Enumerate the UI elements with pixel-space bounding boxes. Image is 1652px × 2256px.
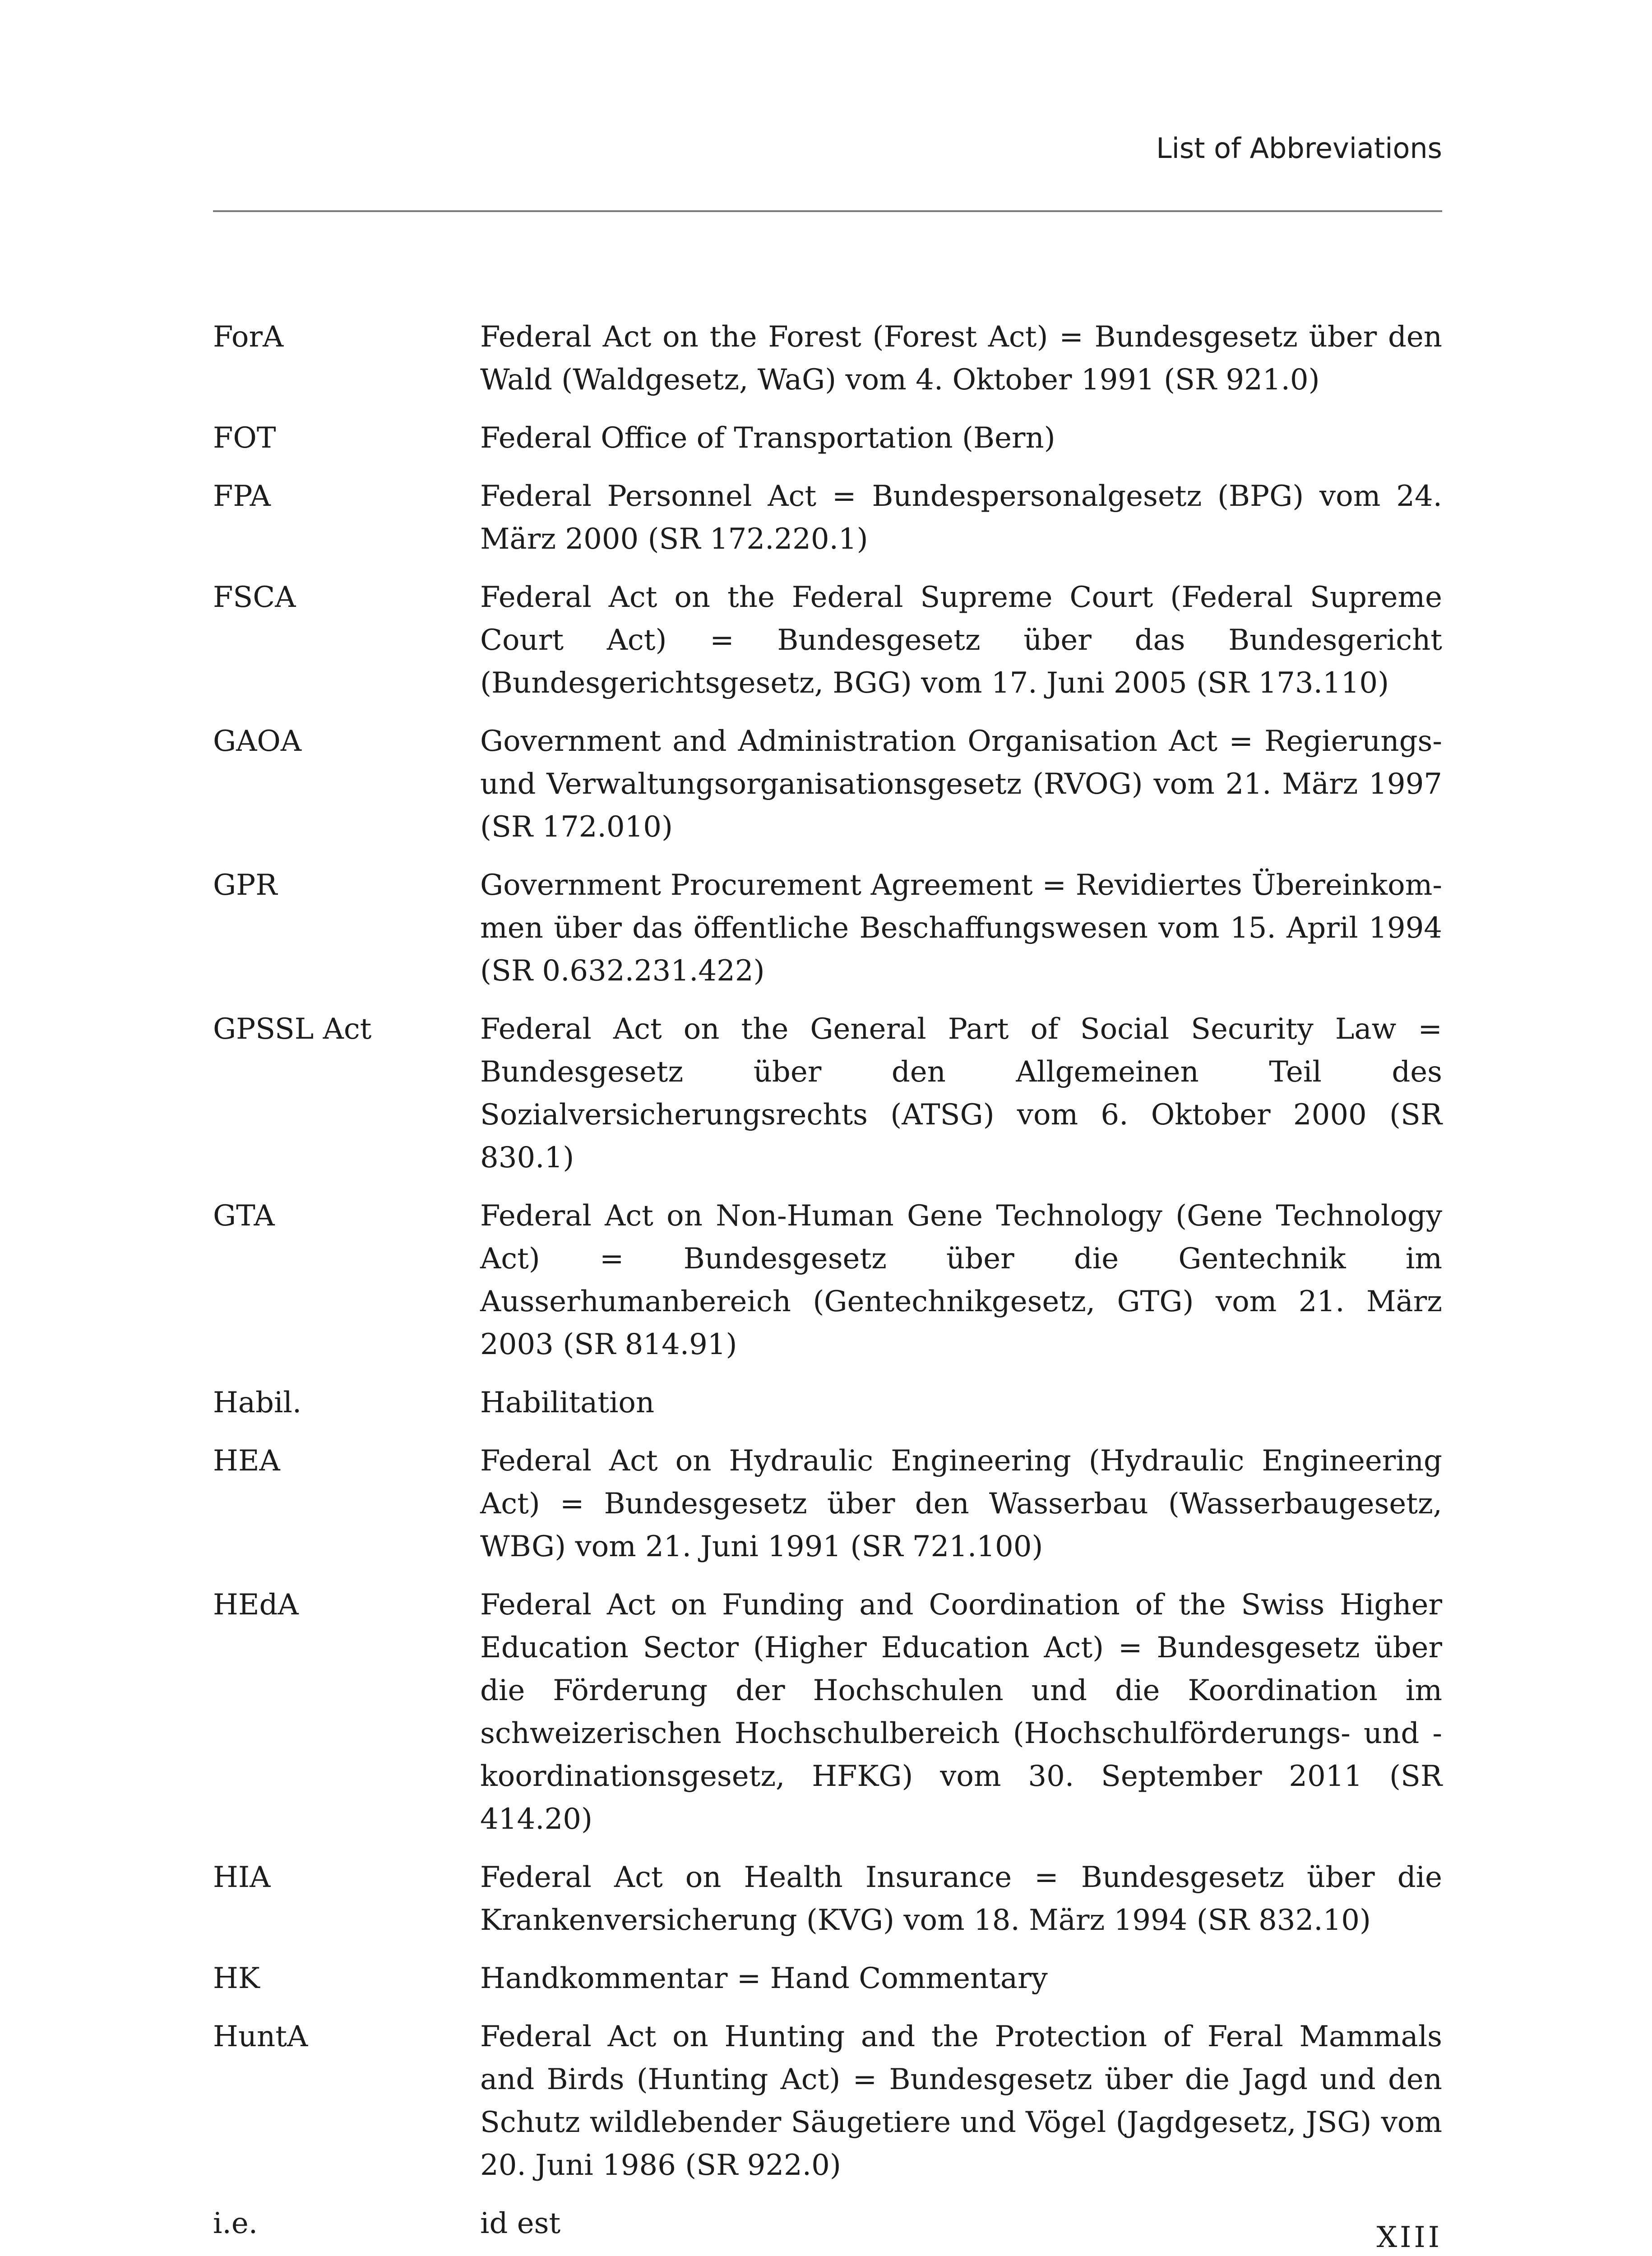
abbreviation-definition: Federal Act on the General Part of Social Security Law = Bundesgesetz über den Allgemeinen Teil des Sozialversicherungsrechts (ATSG) vom 6. Oktober 2000 (SR 830.1): [480, 1012, 1442, 1174]
abbreviation-term: HIA: [213, 1861, 271, 1894]
header-divider: [213, 210, 1442, 212]
page-number: XIII: [1376, 2221, 1442, 2254]
abbreviation-term: GPR: [213, 869, 278, 902]
abbreviation-term: FPA: [213, 480, 271, 513]
abbreviation-entry: [213, 576, 1442, 705]
abbreviation-definition: Federal Act on Non-Human Gene Technology (Gene Technology Act) = Bundesgesetz über die Gentechnik im Ausserhumanbereich (Gentechnikgesetz, GTG) vom 21. März 2003 (SR 814.91): [480, 1199, 1442, 1361]
abbreviation-term: HuntA: [213, 2020, 308, 2053]
abbreviation-term: GTA: [213, 1199, 275, 1233]
abbreviation-term: HK: [213, 1962, 260, 1995]
abbreviation-list: [213, 316, 1442, 2256]
abbreviation-entry: [213, 1382, 1442, 1424]
abbreviation-entry: [213, 720, 1442, 849]
abbreviation-term: i.e.: [213, 2207, 258, 2240]
abbreviation-entry: [213, 864, 1442, 993]
abbreviation-definition: Federal Personnel Act = Bundespersonalgesetz (BPG) vom 24. März 2000 (SR 172.220.1): [480, 480, 1442, 556]
abbreviation-entry: [213, 1856, 1442, 1942]
abbreviation-term: GAOA: [213, 725, 302, 758]
abbreviation-entry: [213, 2016, 1442, 2187]
abbreviation-entry: [213, 1195, 1442, 1366]
abbreviation-definition: Federal Act on Health Insurance = Bundesgesetz über die Krankenversicherung (KVG) vom 18. März 1994 (SR 832.10): [480, 1861, 1442, 1937]
abbreviation-term: HEA: [213, 1444, 280, 1478]
abbreviation-term: ForA: [213, 320, 284, 354]
abbreviation-entry: [213, 1957, 1442, 2000]
abbreviation-definition: Federal Act on Hydraulic Engineering (Hydraulic Engineering Act) = Bundesgesetz über den Wasserbau (Wasserbaugesetz, WBG) vom 21. Juni 1991 (SR 721.100): [480, 1444, 1442, 1563]
abbreviation-definition: Habilitation: [480, 1386, 655, 1419]
abbreviation-term: FSCA: [213, 581, 296, 614]
abbreviation-term: GPSSL Act: [213, 1012, 372, 1046]
running-header: List of Abbreviations: [1156, 132, 1442, 165]
abbreviation-definition: Federal Act on Funding and Coordination of the Swiss Higher Education Sector (Higher Education Act) = Bundesgesetz über die Förderung der Hochschulen und die Koordination im schweizerischen Hochschulbereich (Hochschulförderungs- und -koordinationsgesetz, HFKG) vom 30. September 2011 (SR 414.20): [480, 1588, 1442, 1836]
abbreviation-definition: Handkommentar = Hand Commentary: [480, 1962, 1048, 1995]
abbreviation-definition: Federal Office of Transportation (Bern): [480, 421, 1055, 455]
abbreviation-definition: Government Procurement Agreement = Revidiertes Übereinkommen über das öffentliche Beschaffungswesen vom 15. April 1994 (SR 0.632.231.422): [480, 869, 1442, 988]
abbreviation-definition: Government and Administration Organisation Act = Regierungs- und Verwaltungsorganisationsgesetz (RVOG) vom 21. März 1997 (SR 172.010): [480, 725, 1442, 844]
abbreviation-definition: id est: [480, 2207, 561, 2240]
abbreviation-term: Habil.: [213, 1386, 302, 1419]
abbreviation-term: HEdA: [213, 1588, 299, 1622]
abbreviation-entry: [213, 475, 1442, 561]
abbreviation-term: FOT: [213, 421, 276, 455]
abbreviation-definition: Federal Act on the Federal Supreme Court (Federal Supreme Court Act) = Bundesgesetz über das Bundesgericht (Bundesgerichtsgesetz, BGG) vom 17. Juni 2005 (SR 173.110): [480, 581, 1442, 700]
abbreviation-definition: Federal Act on the Forest (Forest Act) = Bundesgesetz über den Wald (Waldgesetz, WaG) vom 4. Oktober 1991 (SR 921.0): [480, 320, 1442, 397]
abbreviation-entry: [213, 1440, 1442, 1568]
abbreviation-definition: Federal Act on Hunting and the Protection of Feral Mammals and Birds (Hunting Act) = Bundesgesetz über die Jagd und den Schutz wildlebender Säugetiere und Vögel (Jagdgesetz, JSG) vom 20. Juni 1986 (SR 922.0): [480, 2020, 1442, 2182]
abbreviation-entry: [213, 417, 1442, 460]
abbreviation-entry: [213, 1584, 1442, 1841]
abbreviation-entry: [213, 1008, 1442, 1179]
abbreviation-entry: [213, 316, 1442, 402]
